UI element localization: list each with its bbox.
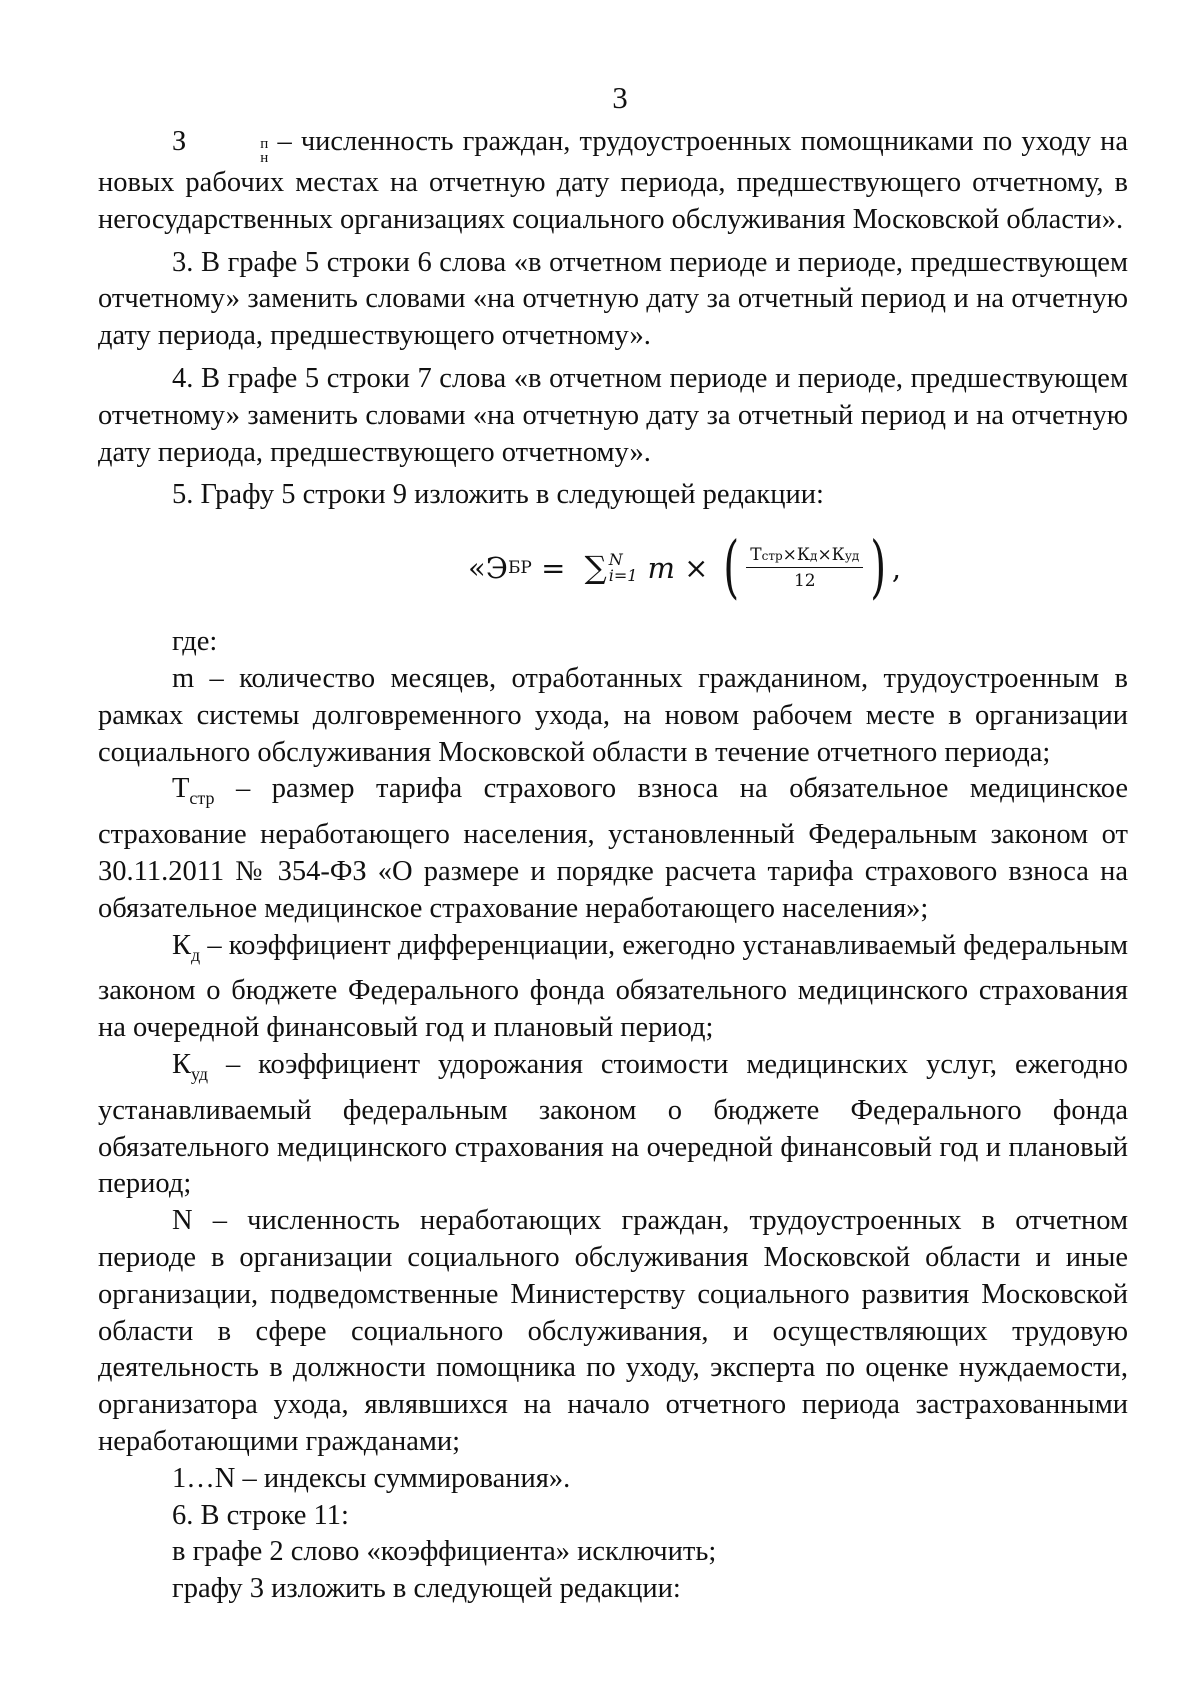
where-label: где: [172, 626, 218, 658]
definition-k-d: $К_д$ – коэффициент дифференциации, ежегодно устанавливаемый федеральным законом о бюджете Федерального фонда обязательного медицинского страхования на очередной финансовый год и плановый период; [98, 929, 1128, 1044]
paragraph-column-3: графу 3 изложить в следующей редакции: [172, 1573, 681, 1605]
symbol-z: З п н [172, 126, 269, 166]
formula-fraction: $\frac{\text{Тстр×Кд×Куд}}{12}$ [746, 544, 863, 592]
formula-ebr: «Э БР = ∑ N i=1 m × ( $\frac{\text{Тстр×Кд×Куд}}{12}$ ) , [468, 528, 902, 608]
document-body [98, 124, 1128, 1608]
paragraph-item-6: 6. В строке 11: [172, 1499, 349, 1531]
paragraph-column-2: в графе 2 слово «коэффициента» исключить; [172, 1536, 717, 1568]
definition-m: m – количество месяцев, отработанных гражданином, трудоустроенным в рамках системы долговременного ухода, на новом рабочем месте в организации социального обслуживания Московской области в течение отчетного периода; [98, 662, 1128, 768]
paragraph-item-3: 3. В графе 5 строки 6 слова «в отчетном периоде и периоде, предшествующем отчетному» заменить словами «на отчетную дату за отчетный период и на отчетную дату периода, предшествующего отчетному». [98, 246, 1128, 352]
definition-k-ud: $К_{уд}$ – коэффициент удорожания стоимости медицинских услуг, ежегодно устанавливаемый федеральным законом о бюджете Федерального фонда обязательного медицинского страхования на очередной финансовый год и плановый период; [98, 1048, 1128, 1200]
sum-sign: ∑ [584, 549, 607, 586]
definition-indices: 1…N – индексы суммирования». [172, 1462, 571, 1494]
definition-t-str: $Т_{стр}$ – размер тарифа страхового взноса на обязательное медицинское страхование неработающего населения, установленный Федеральным законом от 30.11.2011 № 354-ФЗ «О размере и порядке расчета тарифа страхового взноса на обязательное медицинское страхование неработающего населения»; [98, 773, 1128, 924]
paragraph-item-4: 4. В графе 5 строки 7 слова «в отчетном периоде и периоде, предшествующем отчетному» заменить словами «на отчетную дату за отчетный период и на отчетную дату периода, предшествующего отчетному». [98, 362, 1128, 468]
paragraph-definition-z: З п н – численность граждан, трудоустроенных помощниками по уходу на новых рабочих местах на отчетную дату периода, предшествующего отчетному, в негосударственных организациях социального обслуживания Московской области». [98, 126, 1128, 235]
paragraph-item-5: 5. Графу 5 строки 9 изложить в следующей редакции: [172, 479, 824, 511]
definition-n: N – численность неработающих граждан, трудоустроенных в отчетном периоде в организации социального обслуживания Московской области и иные организации, подведомственные Министерству социального развития Московской области в сфере социального обслуживания, и осуществляющих трудовую деятельность в должности помощника по уходу, эксперта по оценке нуждаемости, организатора ухода, являвшихся на начало отчетного периода застрахованными неработающими гражданами; [98, 1205, 1128, 1457]
page-number: 3 [612, 80, 628, 115]
sum-limits: N i=1 [608, 550, 638, 586]
